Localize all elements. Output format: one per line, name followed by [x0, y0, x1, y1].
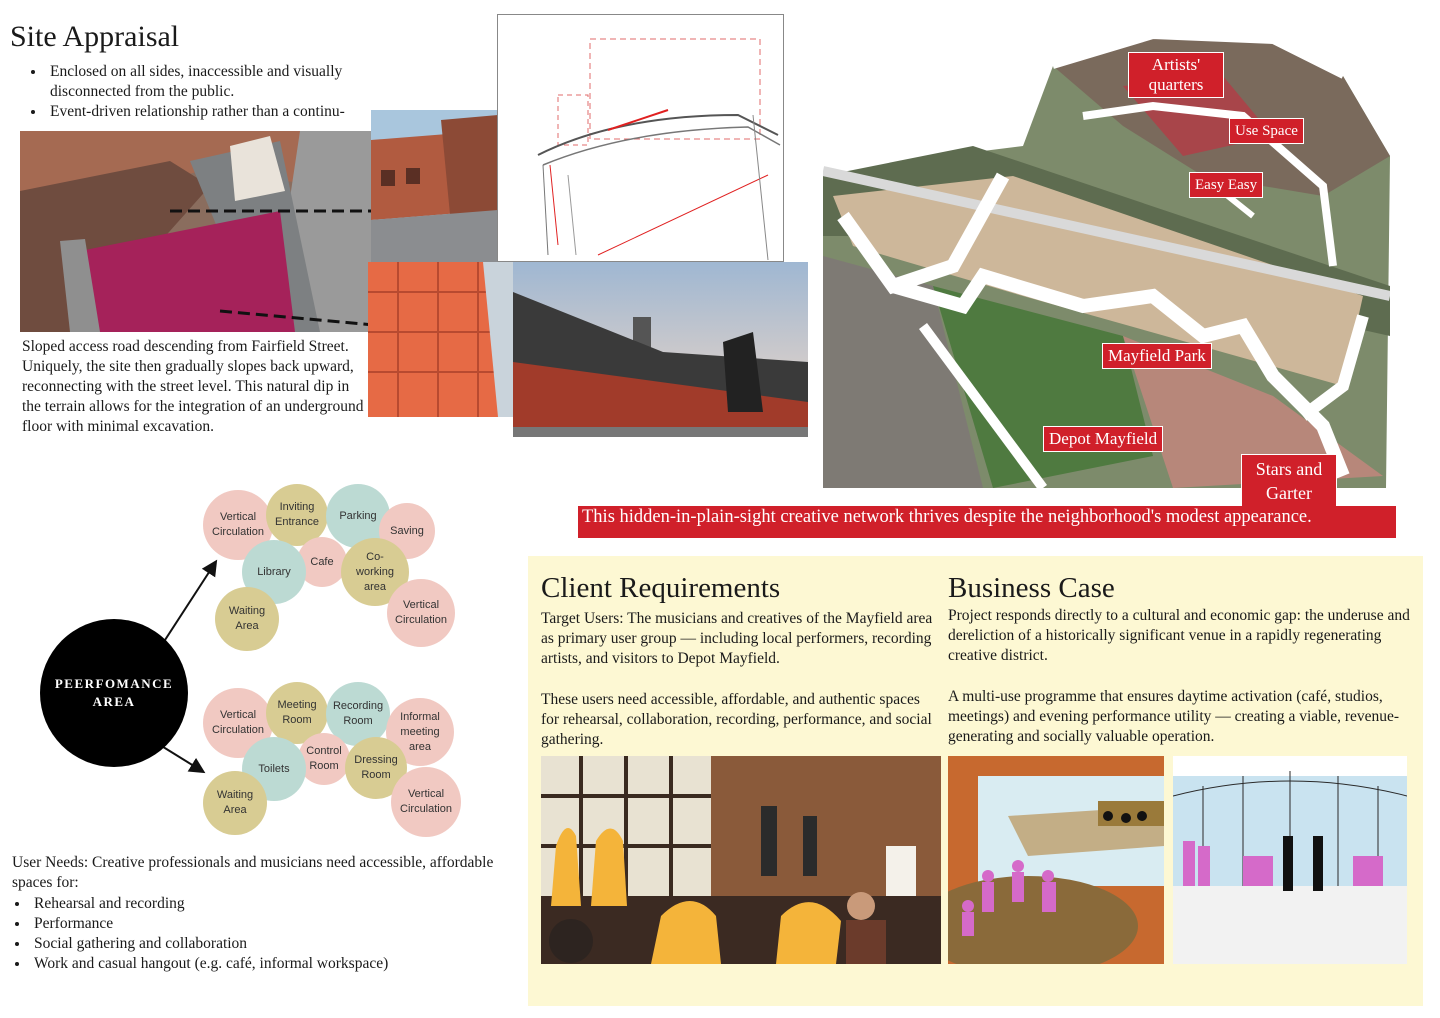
map-banner: This hidden-in-plain-sight creative network thrives despite the neighborhood's modest appearance.	[578, 506, 1396, 538]
map-label-use-space: Use Space	[1229, 118, 1304, 144]
aerial-map	[823, 36, 1390, 503]
bubble-vertical-circulation-3: Vertical Circulation	[203, 688, 273, 758]
bubble-recording-room: Recording Room	[326, 682, 390, 746]
business-paragraph-2: A multi-use programme that ensures daytime activation (café, studios, meetings) and evening performance utility — creating a viable, revenue-generating and socially valuable operation.	[948, 688, 1400, 745]
map-label-artists-quarters: Artists' quarters	[1128, 52, 1224, 98]
client-paragraph-1: Target Users: The musicians and creatives of the Mayfield area as primary user group — including local performers, recording artists, and visitors to Depot Mayfield.	[541, 610, 933, 667]
bubble-dressing-room: Dressing Room	[345, 737, 407, 799]
map-label-mayfield-park: Mayfield Park	[1102, 343, 1212, 369]
bubble-meeting-room: Meeting Room	[266, 682, 328, 744]
user-need-item: • Performance	[30, 914, 530, 934]
bubble-toilets: Toilets	[242, 737, 306, 801]
bubble-control-room: Control Room	[298, 733, 350, 785]
bubble-vertical-circulation: Vertical Circulation	[203, 490, 273, 560]
bubble-waiting-area: Waiting Area	[215, 587, 279, 651]
user-needs-intro: User Needs: Creative professionals and musicians need accessible, affordable spaces for:	[12, 854, 494, 891]
bubble-cafe: Cafe	[297, 537, 347, 587]
studio-render	[1173, 756, 1407, 964]
user-need-item: • Social gathering and collaboration	[30, 934, 530, 954]
bubble-informal-meeting-area: Informal meeting area	[386, 698, 454, 766]
bubble-vertical-circulation-2: Vertical Circulation	[387, 579, 455, 647]
user-need-item: • Rehearsal and recording	[30, 894, 530, 914]
user-need-item: • Work and casual hangout (e.g. café, informal workspace)	[30, 954, 530, 974]
business-paragraph-1: Project responds directly to a cultural and economic gap: the underuse and dereliction of a historically significant venue in a rapidly regenerating creative district.	[948, 607, 1410, 664]
bubble-library: Library	[242, 540, 306, 604]
map-label-stars-and-garter: Stars and Garter	[1241, 454, 1337, 508]
viaduct-photo	[513, 262, 808, 437]
bubble-parking: Parking	[326, 484, 390, 548]
client-paragraph-2: These users need accessible, affordable, and authentic spaces for rehearsal, collaboration, recording, performance, and social gathering.	[541, 691, 932, 748]
client-requirements-title: Client Requirements	[541, 572, 781, 604]
site-bullet: • Enclosed on all sides, inaccessible and visually disconnected from the public.	[46, 62, 391, 102]
bubble-co-working-area: Co-working area	[341, 538, 409, 606]
bubble-inviting-entrance: Inviting Entrance	[266, 484, 328, 546]
section-sketch	[497, 14, 784, 262]
rehearsal-photo	[541, 756, 941, 964]
performance-render	[948, 756, 1164, 964]
map-label-easy-easy: Easy Easy	[1189, 172, 1263, 198]
bubble-waiting-area-2: Waiting Area	[203, 771, 267, 835]
user-needs-list	[12, 894, 530, 974]
performance-area-node: PEERFOMANCE AREA	[40, 619, 188, 767]
site-bullet: • Event-driven relationship rather than a continu-	[46, 102, 391, 122]
business-case-title: Business Case	[948, 572, 1115, 604]
site-caption: Sloped access road descending from Fairfield Street. Uniquely, the site then gradually slopes back upward, reconnecting with the street level. This natural dip in the terrain allows for the integration of an underground floor with minimal excavation.	[22, 338, 364, 435]
bubble-vertical-circulation-4: Vertical Circulation	[391, 767, 461, 837]
bubble-saving: Saving	[379, 503, 435, 559]
site-appraisal-title: Site Appraisal	[10, 20, 180, 53]
map-label-depot-mayfield: Depot Mayfield	[1043, 426, 1163, 452]
